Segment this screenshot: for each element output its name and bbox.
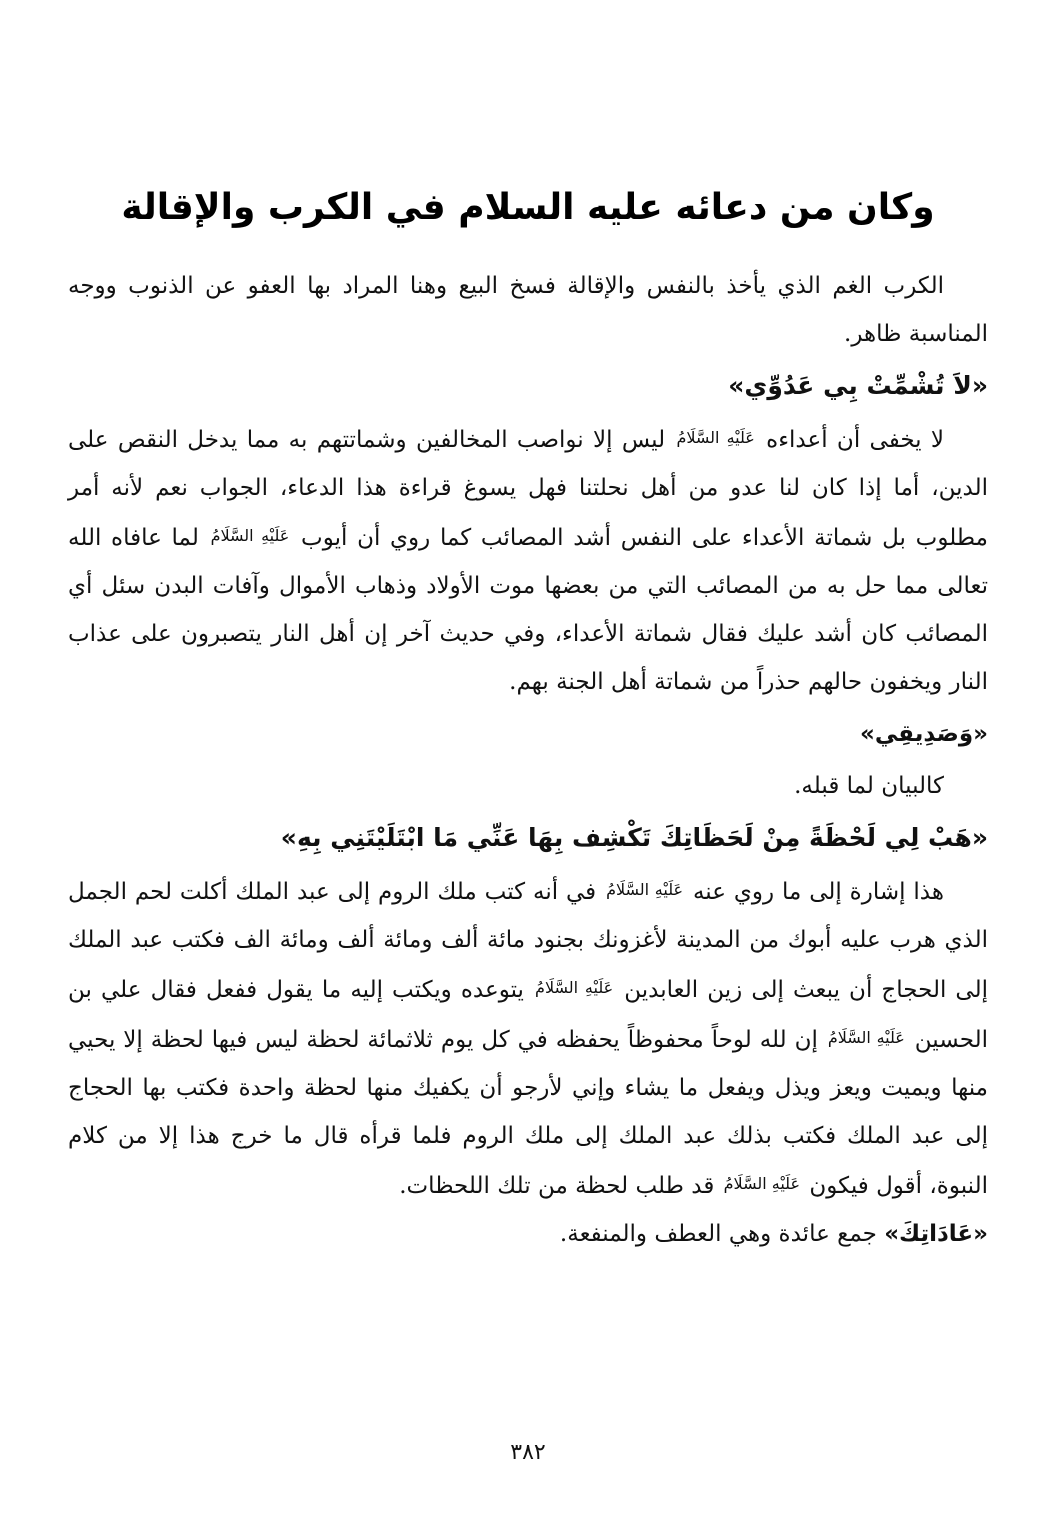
- keyword-term: «عَادَاتِكَ»: [884, 1221, 988, 1247]
- paragraph-enemies-part-b: ليس إلا نواصب المخالفين وشماتتهم به مما يدخل النقص على الدين، أما إذا كان لنا عدو من أهل نحلتنا فهل يسوغ قراءة هذا الدعاء، الجواب نعم لأنه أمر مطلوب بل شماتة الأعداء على النفس أشد المصائب كما روي أن أيوب: [68, 427, 988, 551]
- honorific-mark: عَلَيْهِ السَّلَامُ: [535, 978, 614, 997]
- honorific-mark: عَلَيْهِ السَّلَامُ: [827, 1028, 905, 1047]
- honorific-mark: عَلَيْهِ السَّلَامُ: [676, 428, 755, 447]
- paragraph-definition: [68, 1210, 988, 1258]
- paragraph-story-part-a: هذا إشارة إلى ما روي عنه: [692, 879, 944, 905]
- page: [68, 0, 988, 1518]
- supplication-quote-3: «هَبْ لِي لَحْظَةً مِنْ لَحَظَاتِكَ تَكْشِف بِهَا عَنِّي مَا ابْتَلَيْتَنِي بِهِ»: [280, 823, 988, 852]
- page-number: ٣٨٢: [510, 1440, 546, 1465]
- page-title: وكان من دعائه عليه السلام في الكرب والإقالة: [121, 187, 935, 228]
- paragraph-story-part-b: في أنه كتب ملك الروم إلى عبد الملك أكلت لحم الجمل الذي هرب عليه أبوك من المدينة لأغزونك بجنود مائة ألف ومائة ألف ومائة الف فكتب عبد الملك إلى الحجاج أن يبعث إلى زين العابدين: [68, 879, 989, 1003]
- paragraph-explanation: كالبيان لما قبله.: [794, 773, 944, 799]
- paragraph-story-part-d: إن لله لوحاً محفوظاً يحفظه في كل يوم ثلاثمائة لحظة ليس فيها لحظة إلا يحيي منها ويميت ويعز ويذل ويفعل ما يشاء وإني لأرجو أن يكفيك منها لحظة واحدة فكتب بها الحجاج إلى عبد الملك فكتب بذلك عبد الملك إلى ملك الروم فلما قرأه قال ما خرج هذا إلا من كلام النبوة، أقول فيكون: [68, 1027, 988, 1199]
- paragraph-story-part-c: يتوعده ويكتب إليه ما يقول ففعل فقال علي بن الحسين: [68, 977, 988, 1053]
- honorific-mark: عَلَيْهِ السَّلَامُ: [723, 1174, 801, 1193]
- paragraph-intro: الكرب الغم الذي يأخذ بالنفس والإقالة فسخ البيع وهنا المراد بها العفو عن الذنوب ووجه المناسبة ظاهر.: [68, 273, 988, 347]
- definition-text: جمع عائدة وهي العطف والمنفعة.: [559, 1221, 877, 1247]
- honorific-mark: عَلَيْهِ السَّلَامُ: [210, 526, 290, 545]
- honorific-mark: عَلَيْهِ السَّلَامُ: [606, 880, 684, 899]
- paragraph-enemies: [68, 414, 988, 706]
- body-text: [68, 262, 988, 1258]
- supplication-quote-1: «لاَ تُشْمِّتْ بِي عَدُوِّي»: [728, 371, 988, 400]
- paragraph-enemies-part-a: لا يخفى أن أعداءه: [766, 427, 945, 453]
- paragraph-story-part-e: قد طلب لحظة من تلك اللحظات.: [399, 1173, 715, 1199]
- supplication-quote-2: «وَصَدِيقِي»: [860, 721, 988, 747]
- paragraph-enemies-part-c: لما عافاه الله تعالى مما حل به من المصائب التي من بعضها موت الأولاد وذهاب الأموال وآفات البدن سئل أي المصائب كان أشد عليك فقال شماتة الأعداء، وفي حديث آخر إن أهل النار يتصبرون على عذاب النار ويخفون حالهم حذراً من شماتة أهل الجنة بهم.: [68, 525, 988, 695]
- paragraph-story: [68, 866, 988, 1210]
